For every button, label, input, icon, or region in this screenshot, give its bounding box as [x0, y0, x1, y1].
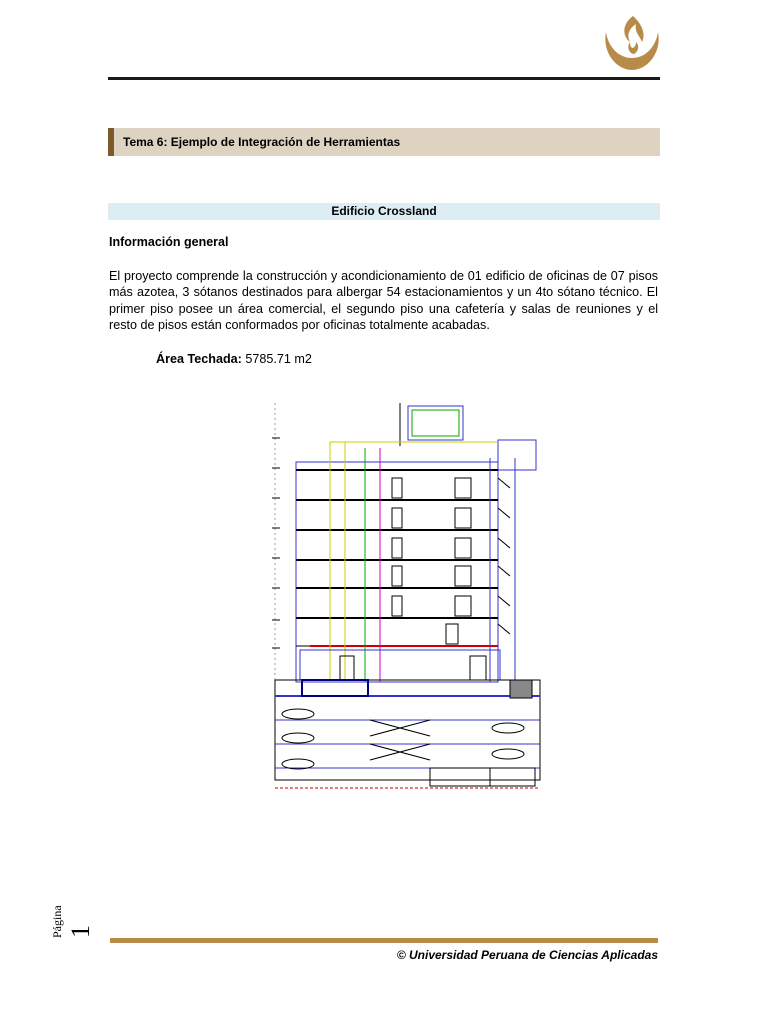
footer-rule: [110, 938, 658, 943]
page-number-value: 1: [66, 925, 95, 938]
info-heading: Información general: [109, 235, 229, 249]
footer-copyright: © Universidad Peruana de Ciencias Aplicadas: [396, 948, 658, 962]
upc-flame-logo-icon: [600, 12, 664, 74]
page-word: Página: [50, 905, 64, 938]
section-title: Edificio Crossland: [108, 203, 660, 220]
header-rule: [108, 77, 660, 80]
area-value: 5785.71 m2: [245, 352, 312, 366]
topic-title-text: Tema 6: Ejemplo de Integración de Herramientas: [123, 135, 401, 149]
area-label: Área Techada:: [156, 352, 242, 366]
info-paragraph: El proyecto comprende la construcción y acondicionamiento de 01 edificio de oficinas de 07 pisos más azotea, 3 sótanos destinados para albergar 54 estacionamientos y un 4to sótano técnico. El primer piso posee un área comercial, el segundo piso una cafetería y salas de reuniones y el resto de pisos están conformados por oficinas totalmente acabadas.: [109, 269, 658, 333]
topic-title: [108, 128, 660, 156]
page-number: [38, 878, 95, 938]
building-section-drawing-icon: [270, 398, 545, 791]
area-line: [156, 352, 312, 366]
